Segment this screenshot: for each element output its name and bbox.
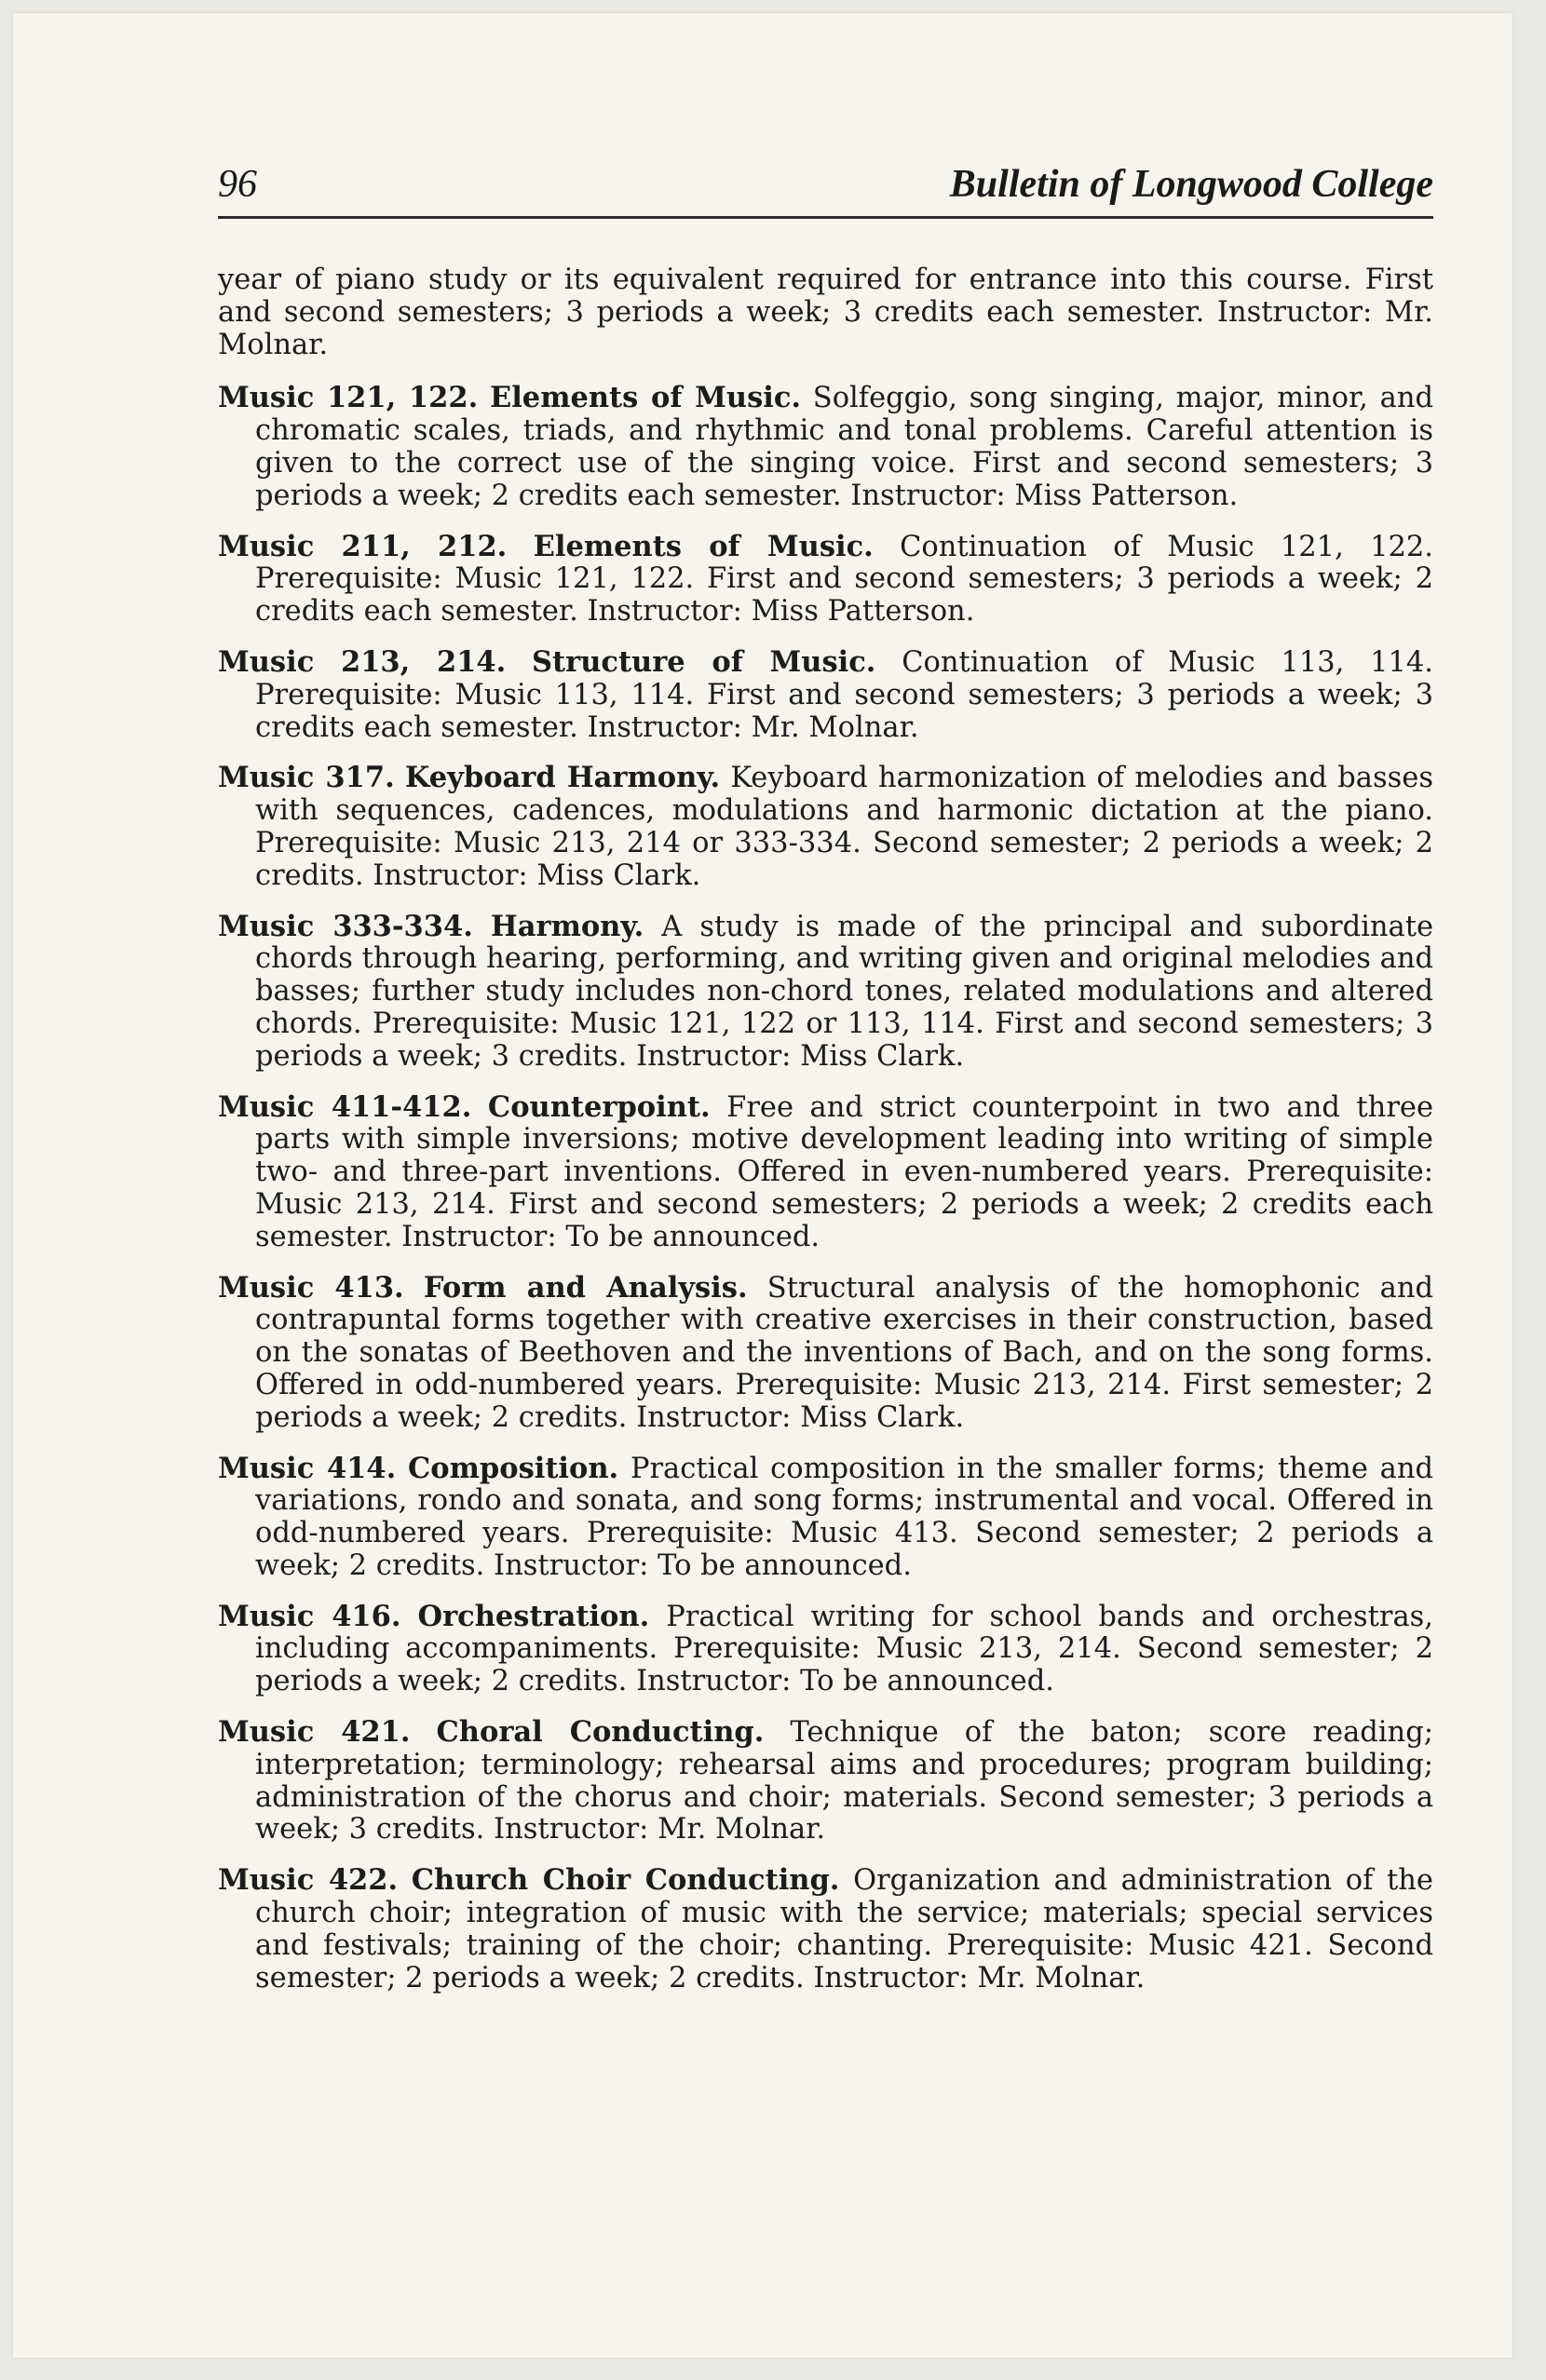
course-title: Choral Conducting. [436,1715,765,1750]
course-code: Music 211, 212. [218,529,508,563]
course-code: Music 414. [218,1451,397,1485]
course-code: Music 317. [218,761,395,795]
course-description: A study is made of the principal and subordinate chords through hearing, performing, and writing given and original melodies and basses; further study includes non-chord tones, related modulations and altered chords. Prerequisite: Music 121, 122 or 113, 114. First and second semesters; 3 periods a week; 3 credits. Instructor: Miss Clark. [255,910,1434,1073]
course-code: Music 213, 214. [218,644,507,679]
course-entry [218,1716,1433,1846]
course-entry [218,762,1433,892]
course-listing [218,264,1433,2012]
document-page [13,13,1512,2358]
course-description: Practical writing for school bands and orchestras, including accompaniments. Prerequisite: Music 213, 214. Second semester; 2 periods a week; 2 credits. Instructor: To be announced. [255,1600,1433,1698]
course-entry [218,1272,1433,1435]
course-entry [218,382,1433,512]
course-title: Structure of Music. [532,644,876,679]
course-entry [218,646,1433,744]
course-code: Music 121, 122. [218,381,479,415]
course-entry [218,911,1433,1074]
course-description: Structural analysis of the homophonic and contrapuntal forms together with creative exercises in their construction, based on the sonatas of Beethoven and the inventions of Bach, and on the song forms. Offered in odd-numbered years. Prerequisite: Music 213, 214. First semester; 2 periods a week; 2 credits. Instructor: Miss Clark. [255,1271,1433,1434]
course-code: Music 333-334. [218,909,473,943]
course-title: Harmony. [490,909,644,943]
course-title: Church Choir Conducting. [411,1863,840,1898]
course-description: Solfeggio, song singing, major, minor, and chromatic scales, triads, and rhythmic and tonal problems. Careful attention is given to the correct use of the singing voice. First and second semesters; 3 periods a week; 2 credits each semester. Instructor: Miss Patterson. [255,382,1433,512]
course-code: Music 422. [218,1863,399,1898]
course-description: Organization and administration of the church choir; integration of music with the service; materials; special services and festivals; training of the choir; chanting. Prerequisite: Music 421. Second semester; 2 periods a week; 2 credits. Instructor: Mr. Molnar. [255,1864,1433,1995]
course-entry [218,1453,1433,1583]
course-entry [218,1864,1433,1995]
course-title: Keyboard Harmony. [404,761,721,795]
running-title: Bulletin of Longwood College [949,163,1433,206]
course-code: Music 413. [218,1270,404,1305]
course-title: Counterpoint. [487,1089,711,1124]
course-description: Continuation of Music 113, 114. Prerequisite: Music 113, 114. First and second semesters; 3 periods a week; 3 credits each semester. Instructor: Mr. Molnar. [255,645,1433,744]
course-title: Composition. [408,1451,619,1485]
course-title: Elements of Music. [533,529,874,563]
course-title: Orchestration. [417,1599,650,1633]
course-description: Practical composition in the smaller forms; theme and variations, rondo and sonata, and song forms; instrumental and vocal. Offered in odd-numbered years. Prerequisite: Music 413. Second semester; 2 periods a week; 2 credits. Instructor: To be announced. [255,1452,1434,1582]
intro-paragraph: year of piano study or its equivalent required for entrance into this course. First and second semesters; 3 periods a week; 3 credits each semester. Instructor: Mr. Molnar. [218,264,1433,361]
course-entry [218,1091,1433,1254]
course-description: Keyboard harmonization of melodies and basses with sequences, cadences, modulations and harmonic dictation at the piano. Prerequisite: Music 213, 214 or 333-334. Second semester; 2 periods a week; 2 credits. Instructor: Miss Clark. [255,762,1433,892]
course-entry [218,1601,1433,1698]
course-title: Form and Analysis. [423,1270,748,1305]
course-description: Continuation of Music 121, 122. Prerequisite: Music 121, 122. First and second semesters; 3 periods a week; 2 credits each semester. Instructor: Miss Patterson. [255,530,1433,629]
page-header [218,162,1433,219]
course-entry [218,531,1433,629]
course-description: Free and strict counterpoint in two and three parts with simple inversions; motive development leading into writing of simple two- and three-part inventions. Offered in even-numbered years. Prerequisite: Music 213, 214. First and second semesters; 2 periods a week; 2 credits each semester. Instructor: To be announced. [255,1090,1434,1253]
course-description: Technique of the baton; score reading; interpretation; terminology; rehearsal aims and procedures; program building; administration of the chorus and choir; materials. Second semester; 3 periods a week; 3 credits. Instructor: Mr. Molnar. [255,1716,1433,1846]
course-code: Music 411-412. [218,1089,472,1124]
course-title: Elements of Music. [489,381,802,415]
page-number: 96 [218,163,257,206]
course-code: Music 421. [218,1715,411,1750]
course-code: Music 416. [218,1599,401,1633]
